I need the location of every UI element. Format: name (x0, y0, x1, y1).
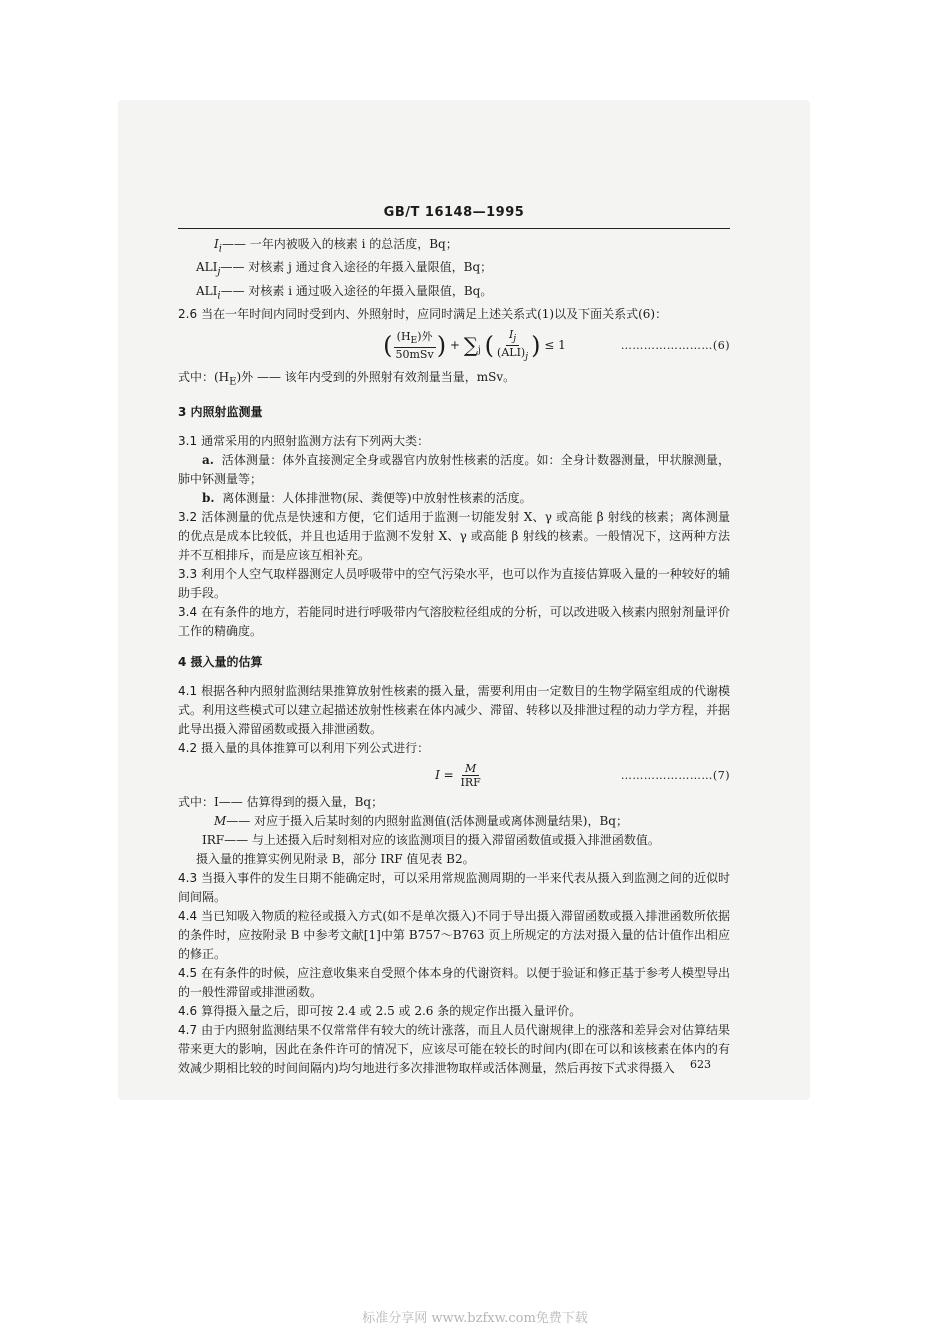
definition-item: $I_i$ —— 一年内被吸入的核素 i 的总活度，Bq； (196, 235, 730, 258)
equation-7-definitions (178, 793, 730, 850)
definition-item: $ALI_i$ —— 对核素 i 通过吸入途径的年摄入量限值，Bq。 (196, 282, 730, 305)
section-3-heading: 3 内照射监测量 (178, 404, 263, 419)
clause-3-1-a: a. 活体测量：体外直接测定全身或器官内放射性核素的活度。如：全身计数器测量，甲状腺测量，肺中钚测量等； (178, 452, 730, 486)
definition-list-top (178, 235, 730, 305)
clause-4-2: 4.2 摄入量的具体推算可以利用下列公式进行： (178, 740, 430, 755)
clause-4-7: 4.7 由于内照射监测结果不仅常常伴有较大的统计涨落，而且人员代谢规律上的涨落和差异会对估算结果带来更大的影响，因此在条件许可的情况下，应该尽可能在较长的时间内(即在可以和该核素在体内的有效减少期相比较的时间间隔内)均匀地进行多次排泄物取样或活体测量，然后再按下式求得摄入 (178, 1022, 730, 1075)
equation-number: ……………………(6) (620, 339, 730, 353)
equation-6-definition: 式中：$(H_E)$外 —— 该年内受到的外照射有效剂量当量，mSv。 (178, 369, 516, 387)
clause-4-2-note: 摄入量的推算实例见附录 B，部分 IRF 值见表 B2。 (196, 851, 475, 866)
definition-item: 式中：I —— 估算得到的摄入量，Bq； (178, 794, 384, 809)
equation-7: I = $\frac{M}{\text{IRF}}$ ……………………(7) (435, 761, 730, 789)
section-4-heading: 4 摄入量的估算 (178, 654, 263, 669)
document-page (178, 203, 730, 1078)
clause-3-2: 3.2 活体测量的优点是快速和方便，它们适用于监测一切能发射 X、γ 或高能 β 射线的核素；离体测量的优点是成本比较低，并且也适用于监测不发射 X、γ 或高能 β 射线的核素。一般情况下，这两种方法并不互相排斥，而是应该互相补充。 (178, 509, 730, 562)
definition-item: $ALI_j$ —— 对核素 j 通过食入途径的年摄入量限值，Bq； (196, 258, 730, 281)
clause-3-3: 3.3 利用个人空气取样器测定人员呼吸带中的空气污染水平，也可以作为直接估算吸入量的一种较好的辅助手段。 (178, 566, 730, 600)
clause-2-6: 2.6 当在一年时间内同时受到内、外照射时，应同时满足上述关系式(1)以及下面关系式(6)： (178, 307, 668, 322)
watermark-footer: 标准分享网 www.bzfxw.com免费下载 (362, 1311, 588, 1326)
definition-text: —— 一年内被吸入的核素 i 的总活度，Bq； (221, 237, 458, 251)
clause-4-3: 4.3 当摄入事件的发生日期不能确定时，可以采用常规监测周期的一半来代表从摄入到监测之间的近似时间间隔。 (178, 870, 730, 904)
clause-3-1: 3.1 通常采用的内照射监测方法有下列两大类： (178, 433, 430, 448)
equation-number: ……………………(7) (620, 768, 730, 782)
clause-3-1-b: b. 离体测量：人体排泄物(尿、粪便等)中放射性核素的活度。 (202, 490, 532, 505)
page-number: 623 (690, 1058, 711, 1071)
definition-item: IRF —— 与上述摄入后时刻相对应的该监测项目的摄入滞留函数值或摄入排泄函数值。 (202, 832, 660, 847)
clause-3-4: 3.4 在有条件的地方，若能同时进行呼吸带内气溶胶粒径组成的分析，可以改进吸入核素内照射剂量评价工作的精确度。 (178, 604, 730, 638)
clause-4-5: 4.5 在有条件的时候，应注意收集来自受照个体本身的代谢资料。以便于验证和修正基于参考人模型导出的一般性滞留或排泄函数。 (178, 965, 730, 999)
page-header: GB/T 16148—1995 (178, 203, 730, 229)
equation-6: ( $\frac{(H_E)外}{\text{50mSv}}$ ) + $\sum_j$ ( $\frac{I_j}{(ALI)_j}$ ) ≤ 1 ……………………(6) (383, 328, 730, 363)
definition-text: —— 对核素 j 通过食入途径的年摄入量限值，Bq； (220, 260, 493, 275)
definition-text: —— 对核素 i 通过吸入途径的年摄入量限值，Bq。 (220, 283, 493, 298)
clause-4-1: 4.1 根据各种内照射监测结果推算放射性核素的摄入量，需要利用由一定数目的生物学隔室组成的代谢模式。利用这些模式可以建立起描述放射性核素在体内减少、滞留、转移以及排泄过程的动力学方程，并据此导出摄入滞留函数或摄入排泄函数。 (178, 683, 731, 736)
definition-item: M —— 对应于摄入后某时刻的内照射监测值(活体测量或离体测量结果)，Bq； (214, 813, 628, 828)
clause-4-6: 4.6 算得摄入量之后，即可按 2.4 或 2.5 或 2.6 条的规定作出摄入量评价。 (178, 1003, 582, 1018)
clause-4-4: 4.4 当已知吸入物质的粒径或摄入方式(如不是单次摄入)不同于导出摄入滞留函数或摄入排泄函数所依据的条件时，应按附录 B 中参考文献[1]中第 B757～B763 页上所规定的方法对摄入量的估计值作出相应的修正。 (178, 908, 730, 961)
